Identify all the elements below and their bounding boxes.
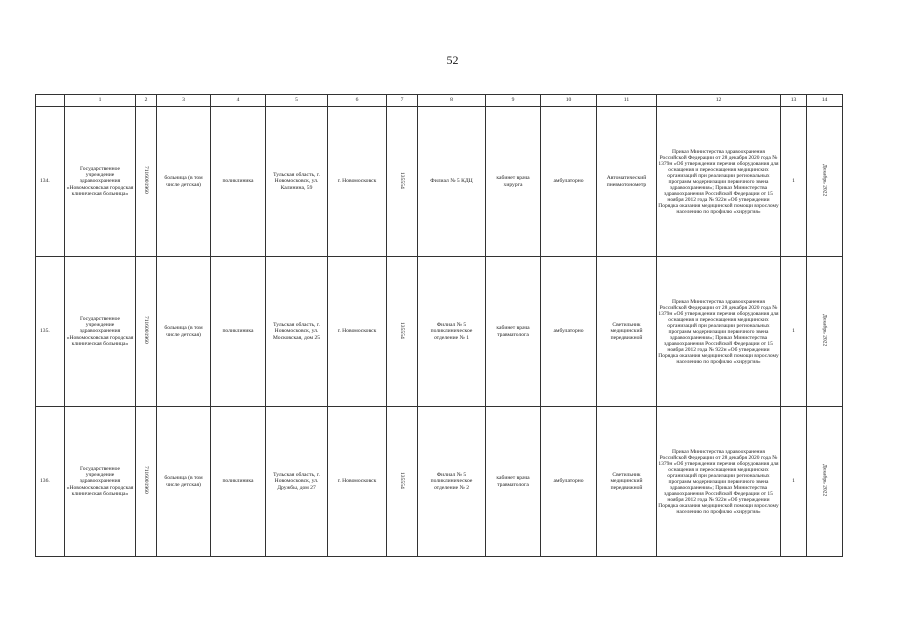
postal-text: 135554 xyxy=(399,321,406,339)
header-cell xyxy=(36,95,65,107)
care-type-cell: амбулаторно xyxy=(541,407,597,557)
page-number: 52 xyxy=(446,53,459,67)
postal-text: 135554 xyxy=(399,471,406,489)
facility-kind-cell: поликлиника xyxy=(211,107,266,257)
header-cell: 6 xyxy=(328,95,387,107)
organization-cell: Государственное учреждение здравоохранения «Новомосковская городская клиническая больница» xyxy=(65,107,136,257)
header-cell: 12 xyxy=(657,95,781,107)
basis-cell: Приказ Министерства здравоохранения Российской Федерации от 28 декабря 2020 года № 1379н «Об утверждении перечня оборудования для оснащения и переоснащения медицинских организаций при реализации региональных программ модернизации первичного звена здравоохранения»; Приказ Министерства здравоохранения Российской Федерации от 15 ноября 2012 года № 922н «Об утверждении Порядка оказания медицинской помощи взрослому населению по профилю «хирургия» xyxy=(657,407,781,557)
date-text: Декабрь 2022 xyxy=(821,164,828,197)
row-number: 134. xyxy=(36,107,65,257)
basis-cell: Приказ Министерства здравоохранения Российской Федерации от 28 декабря 2020 года № 1379н «Об утверждении перечня оборудования для оснащения и переоснащения медицинских организаций при реализации региональных программ модернизации первичного звена здравоохранения»; Приказ Министерства здравоохранения Российской Федерации от 15 ноября 2012 года № 922н «Об утверждении Порядка оказания медицинской помощи взрослому населению по профилю «хирургия» xyxy=(657,107,781,257)
code-text: 7116001960 xyxy=(143,166,150,195)
header-cell: 3 xyxy=(157,95,211,107)
header-cell: 7 xyxy=(387,95,418,107)
care-type-cell: амбулаторно xyxy=(541,107,597,257)
equipment-cell: Автоматический пневмотонометр xyxy=(597,107,657,257)
header-cell: 8 xyxy=(418,95,486,107)
code-text: 7116001960 xyxy=(143,316,150,345)
cabinet-cell: кабинет врача травматолога xyxy=(486,257,541,407)
header-cell: 1 xyxy=(65,95,136,107)
code-cell xyxy=(136,257,157,407)
city-cell: г. Новомосковск xyxy=(328,407,387,557)
facility-kind-cell: поликлиника xyxy=(211,407,266,557)
header-cell: 9 xyxy=(486,95,541,107)
branch-cell: Филиал № 5 поликлиническое отделение № 2 xyxy=(418,407,486,557)
branch-cell: Филиал № 5 КДЦ xyxy=(418,107,486,257)
date-cell xyxy=(807,257,843,407)
address-cell: Тульская область, г. Новомосковск, ул. Калинина, 59 xyxy=(266,107,328,257)
postal-cell xyxy=(387,107,418,257)
row-number: 136. xyxy=(36,407,65,557)
date-text: Декабрь 2022 xyxy=(821,314,828,347)
care-type-cell: амбулаторно xyxy=(541,257,597,407)
table-row xyxy=(36,107,843,257)
equipment-table xyxy=(35,94,843,557)
facility-type-cell: больница (в том числе детская) xyxy=(157,107,211,257)
postal-cell xyxy=(387,407,418,557)
organization-cell: Государственное учреждение здравоохранения «Новомосковская городская клиническая больница» xyxy=(65,407,136,557)
postal-text: 135554 xyxy=(399,171,406,189)
quantity-cell: 1 xyxy=(781,407,807,557)
table-row xyxy=(36,407,843,557)
header-cell: 10 xyxy=(541,95,597,107)
code-text: 7116001960 xyxy=(143,466,150,495)
date-text: Декабрь 2022 xyxy=(821,464,828,497)
facility-type-cell: больница (в том числе детская) xyxy=(157,257,211,407)
facility-type-cell: больница (в том числе детская) xyxy=(157,407,211,557)
date-cell xyxy=(807,407,843,557)
row-number: 135. xyxy=(36,257,65,407)
address-cell: Тульская область, г. Новомосковск, ул. Дружбы, дом 27 xyxy=(266,407,328,557)
equipment-cell: Светильник медицинский передвижной xyxy=(597,257,657,407)
table-row xyxy=(36,257,843,407)
facility-kind-cell: поликлиника xyxy=(211,257,266,407)
quantity-cell: 1 xyxy=(781,257,807,407)
cabinet-cell: кабинет врача травматолога xyxy=(486,407,541,557)
code-cell xyxy=(136,407,157,557)
header-cell: 14 xyxy=(807,95,843,107)
header-cell: 5 xyxy=(266,95,328,107)
header-cell: 11 xyxy=(597,95,657,107)
cabinet-cell: кабинет врача хирурга xyxy=(486,107,541,257)
header-row xyxy=(36,95,843,107)
address-cell: Тульская область, г. Новомосковск, ул. Московская, дом 25 xyxy=(266,257,328,407)
quantity-cell: 1 xyxy=(781,107,807,257)
organization-cell: Государственное учреждение здравоохранения «Новомосковская городская клиническая больница» xyxy=(65,257,136,407)
city-cell: г. Новомосковск xyxy=(328,257,387,407)
city-cell: г. Новомосковск xyxy=(328,107,387,257)
equipment-cell: Светильник медицинский передвижной xyxy=(597,407,657,557)
header-cell: 13 xyxy=(781,95,807,107)
header-cell: 2 xyxy=(136,95,157,107)
code-cell xyxy=(136,107,157,257)
branch-cell: Филиал № 5 поликлиническое отделение № 1 xyxy=(418,257,486,407)
basis-cell: Приказ Министерства здравоохранения Российской Федерации от 28 декабря 2020 года № 1379н «Об утверждении перечня оборудования для оснащения и переоснащения медицинских организаций при реализации региональных программ модернизации первичного звена здравоохранения»; Приказ Министерства здравоохранения Российской Федерации от 15 ноября 2012 года № 922н «Об утверждении Порядка оказания медицинской помощи взрослому населению по профилю «хирургия» xyxy=(657,257,781,407)
header-cell: 4 xyxy=(211,95,266,107)
date-cell xyxy=(807,107,843,257)
postal-cell xyxy=(387,257,418,407)
